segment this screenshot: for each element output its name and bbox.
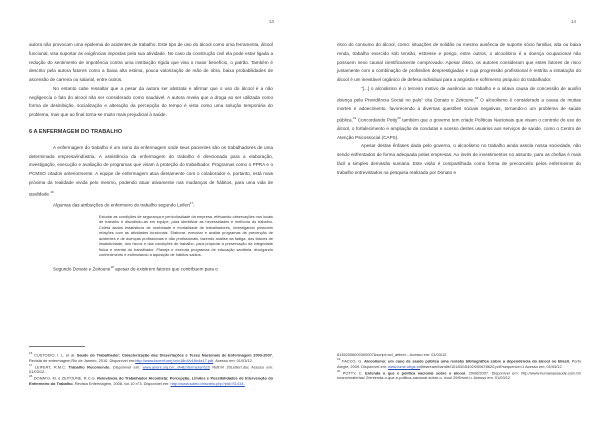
paragraph: Algumas das atribuições do enfermeiro do trabalho segundo Leifert$^{17}$:	[53, 200, 195, 208]
paragraph-text: "[...] o alcoolismo é o terceiro motivo de ausência ao trabalho e a oitava causa de concessão de auxílio doença pela Previdência Social no país" cita Donato e Zeitoune.	[337, 85, 581, 103]
footnotes	[337, 352, 581, 381]
footnote-ref: 17	[189, 200, 194, 205]
footnote	[29, 374, 273, 386]
footnote-text: FACCO, G.	[340, 358, 365, 364]
footnote-ref: 20	[397, 115, 401, 120]
block-quote: Estudar as condições de segurança e periculosidade da empresa, efetuando observações nos locais de trabalho e discutindo-as em equipe, para identificar as necessidades e melhoria do trabalho. Coleta dados estatísticos de morbidade e mortalidade de trabalhadores, investigando possíveis relações com as atividades funcionais. Elaborar, executar e avaliar programas de prevenção de acidentes e de doenças profissionais e não profissionais, fazendo análise da fadiga, dos fatores de insalubridade, dos riscos e das condições de trabalho, para propiciar a preservação da integridade física e mental do trabalhador. Planeja e executa programas de educação sanitária, divulgando conhecimento e estimulando a aquisição de hábitos sadios.	[99, 214, 273, 257]
footnote-link[interactable]: http://www.scielo.br/scielo.php?pid=S1414-	[170, 380, 245, 386]
page-number: 13	[268, 19, 274, 24]
footnote	[29, 351, 273, 363]
paragraph-text: Algumas das atribuições do enfermeiro do trabalho segundo Leifert	[53, 202, 190, 208]
footnote-title: Alcoolismo: um caso de saúde pública uma revisão bibliográfica sobre a dependência do álcool no Brasil.	[364, 358, 570, 364]
paragraph: No entanto cabe ressaltar que a pesar da autora ser abstrata e afirmar que o uso do álcool é a não negligencia o fato do alcool não ser considerado como saudável. A autora revela que a droga ao ser utilizada como forma de desinibição, socialização e alteração da percepção do tempo é vista como uma solução temporária do problema, mas que ao final torna-se muito mais prejudicial à saúde.	[29, 85, 273, 117]
footnote-number: 16	[29, 351, 33, 355]
footnote-link[interactable]: www.lume.ufrgs.br	[388, 363, 421, 369]
footnote	[337, 369, 581, 381]
footnote	[337, 357, 581, 369]
paragraph	[337, 85, 581, 143]
footnote-text: CUSTODIO, I. L. et al.	[32, 352, 77, 358]
footnote-number: 19	[337, 357, 341, 362]
footnote-link[interactable]: http://www.facenf.uerj.br/v18n4/v18n4a17.pdf	[135, 357, 214, 363]
paragraph	[29, 263, 273, 274]
paragraph: Apesar destas ênfases dada pelo governo, o alcoolismo no trabalho ainda assola nossa sociedade, não sendo enfrentados de forma adequada pelas empresas. Ao invés de investimentos no assunto, para as chefias é mais fácil a simples demissão sumária. Este visão é compartilhada como forma de preconceito pelos enfermeiros do trabalho entrevistados na pesquisa realizada por Donato e	[337, 143, 581, 175]
footnote-text: Disponível em:	[110, 364, 143, 369]
footnote-ref: 19	[352, 115, 357, 120]
footnote-text: Ruth% 20Leifert.doc Acesso em: 01/03/12.	[29, 364, 273, 375]
paragraph-text: apesar de existirem fatores que contribuem para o	[113, 266, 218, 272]
paragraph-text: também que o governo tem criado Políticas Nacionais que visam o controle do uso do álcool, o fortalecimento e ampliação de condutas e acesso destes usuários aos serviços de saúde, como o Centro de Atenção Psicossocial (CAPS).	[337, 117, 581, 140]
paragraph: risco do consumo do álcool, como: situações de solidão ou mesmo ausência de suporte sócio familiar, alta ou baixa renda, trabalho exercido sob tensão, estresse e perigo, entre outros, o alcoolismo é a doença ocupacional não possuem nexo causal cientificamente comprovado. Apesar disso, os autores consideram que estes fatores de risco juntamente com a combinação de profissões desprestigiadas e cuja progressão profissional é restrita a instalação do álcool é um inevitável orgânico de defesa individual para a angústia e sofrimento psíquico do trabalhador.	[337, 42, 581, 82]
paragraph-text: O alcoolismo é considerado a causa de muitas mortes e adoecimento, favorecendo a diversas questões sociais negativas, tornando-o um problema de saúde pública.	[337, 97, 581, 123]
footnote-ref: 18	[474, 95, 479, 100]
paragraph-text: A enfermagem do trabalho é um ramo da enfermagem onde seus pacientes são os trabalhadores de uma determinada empresa/indústria. A assistência da enfermagem do trabalho é direcionada para a elaboração, investigação, execução e avaliação de programas que visam à proteção do trabalhador. Programas como o PPRA e o PCMSO citados anteriormente. A equipe de enfermagem atua diretamente com o colaborador e, portanto, está mais próxima da realidade vivida pelo mesmo, podendo atuar ativamente nas mudanças de hábitos, para uma vida de qualidade.	[29, 144, 273, 197]
body-column	[29, 41, 273, 275]
paragraph: autora não provocam uma epidemia de acidentes de trabalho. Este tipo de uso do álcool como uma ferramenta, álcool funcional, visa suportar as exigências impostas pela sua atividade. No caso da construção civil ela pode estar ligada a redução do sentimento de impotência contra uma instituição rígida que visa o maior benefício, o patrão. Também é descrito pela autora fatores como a baixa alta estima, pouca valorização de mão de obra, baixa probabilidades de ascensão de carreira ou salarial, entre outros.	[29, 42, 273, 82]
footnote-text: Porto Alegre, 2009. Disponível em:	[337, 358, 581, 369]
footnote-title: Entenda o que é política nacional sobre o álcool.	[365, 370, 467, 376]
footnote-link[interactable]: www.anent.org.br/.../A4Enfermeira%20	[142, 364, 210, 369]
right-page	[300, 0, 600, 424]
footnote-title: Saúde do Trabalhador: Caracterização das Dissertações e Teses Nacionais de Enfermagem 2003-2007.	[76, 352, 273, 358]
paragraph-text: Segundo Donato e Zeitoune	[53, 266, 111, 272]
body-column	[337, 41, 581, 177]
footnote-text: 81452006000300007&script=sci_arttext – Acesso em: 01/03/12.	[337, 352, 448, 357]
footnote-title: Relevância do Trabalhador Alcoolista: Percepção, Limites e Possibilidades de Intervenção do Enfermeiro do Trabalho.	[29, 375, 273, 386]
paragraph	[29, 144, 273, 199]
footnote-text: 29/06/2007. Disponível em: http://www.humanaesaude.com.br/ noano/materias/ 2/entenda-o-que-e-politica-nacional-sobre-o- lcool 29/6/nmt.u. Acesso em: 01/03/12	[337, 370, 582, 381]
footnote	[29, 363, 273, 375]
paragraph-text: Concordando Potty	[356, 117, 398, 123]
footnote-divider	[29, 346, 85, 347]
footnotes	[29, 351, 273, 386]
footnote-text: LEIFERT, R.M.C.	[32, 364, 69, 369]
footnote-number: 17	[29, 362, 33, 367]
footnote-text: /bitstream/handle/10183/15492/000678620.pdf?sequence=1 Acesso em: 01/03/12.	[420, 363, 563, 369]
footnote-number: 18	[29, 374, 33, 379]
footnote-number: 20	[337, 368, 341, 373]
footnote-title: Trabalho Recomendo.	[68, 364, 111, 369]
page-number: 14	[570, 19, 576, 24]
footnote-text: POTTY, C.	[340, 370, 366, 376]
footnote-text: Revista de enfermagem Rio de Janeiro, 2010. Disponível em:	[29, 357, 136, 363]
footnote-text: Revista Enfermagem, 2008, vol.10 n°3. Disponível em:	[73, 380, 171, 386]
section-heading: 6 A ENFERMAGEM DO TRABALHO	[29, 128, 123, 135]
footnote-text: . Acesso em: 01/03/12.	[213, 357, 253, 363]
footnote-text: DONATO, M. e ZEITOUNE, R.C.G.	[32, 375, 98, 381]
footnote-ref: 16	[50, 189, 54, 194]
footnote-ref: 18	[110, 265, 114, 270]
